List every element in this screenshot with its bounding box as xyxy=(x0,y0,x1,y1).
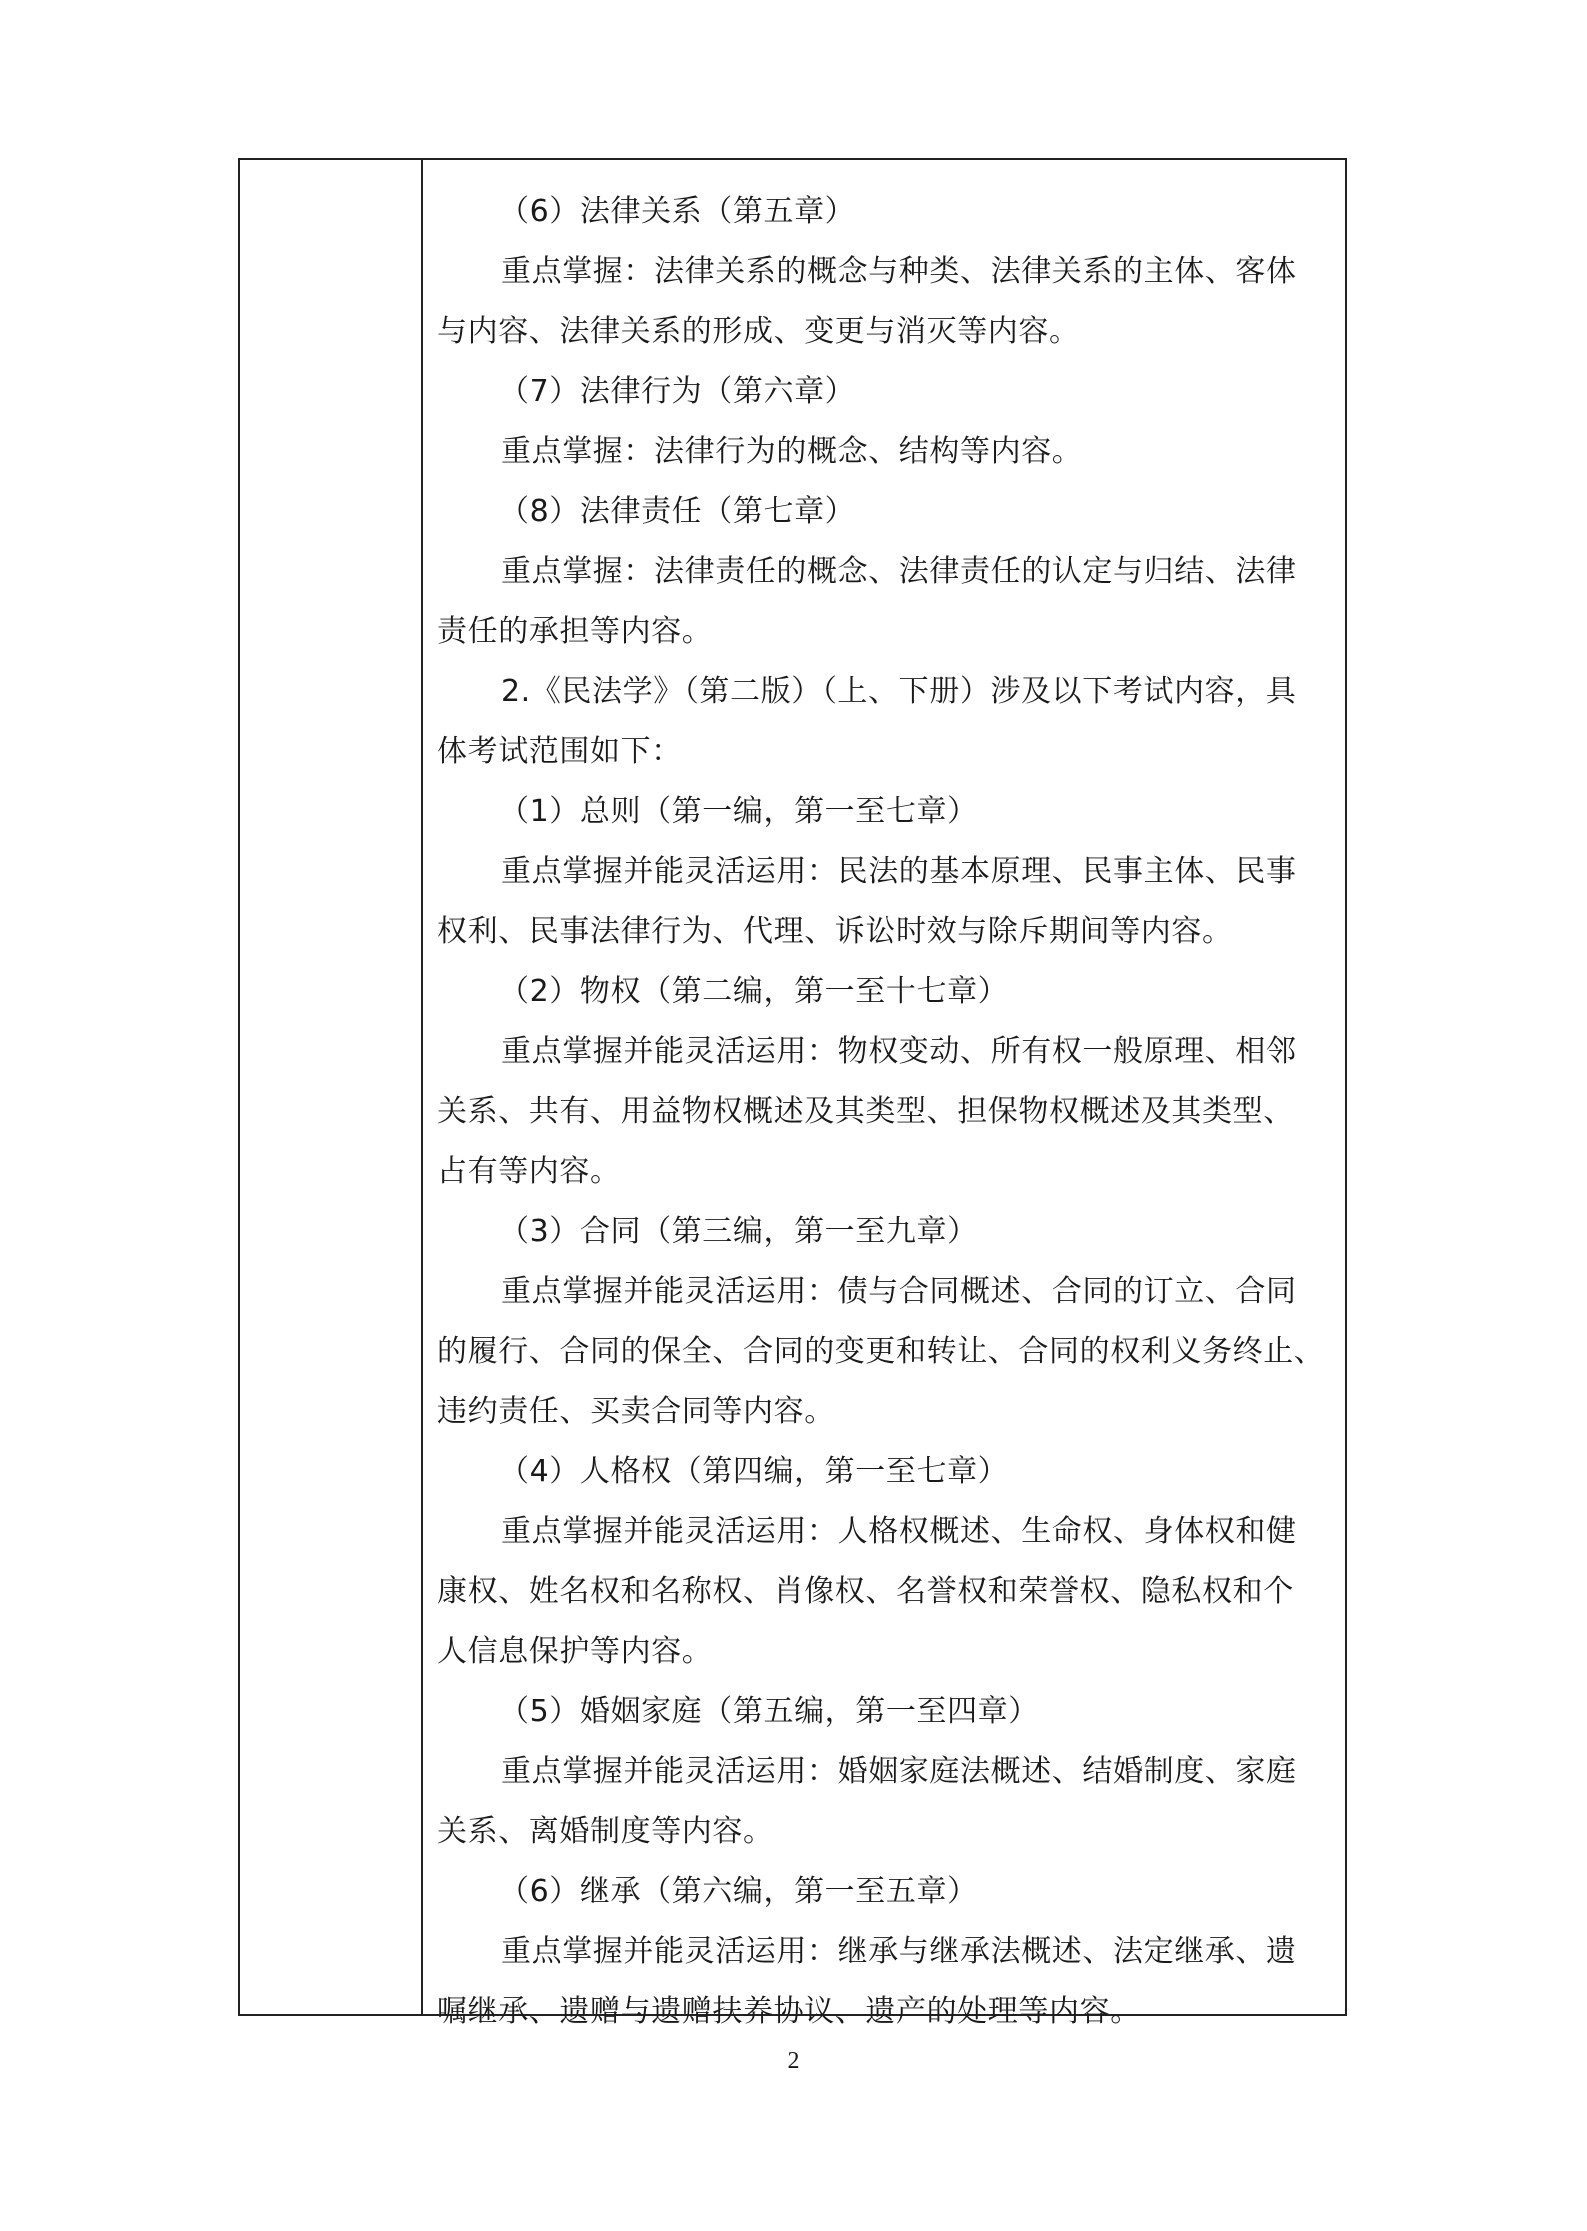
paragraph-line: 重点掌握并能灵活运用：债与合同概述、合同的订立、合同 xyxy=(501,1274,1297,1309)
table-left-column xyxy=(240,160,423,2014)
paragraph-line: 人信息保护等内容。 xyxy=(437,1634,713,1669)
section-heading-property-rights: （2）物权（第二编，第一至十七章） xyxy=(499,974,1009,1009)
section-heading-personality-rights: （4）人格权（第四编，第一至七章） xyxy=(499,1454,1009,1489)
paragraph-line: 重点掌握并能灵活运用：人格权概述、生命权、身体权和健 xyxy=(501,1514,1297,1549)
paragraph-line: 占有等内容。 xyxy=(437,1154,621,1189)
book-title-civil-law: 2.《民法学》（第二版）（上、下册）涉及以下考试内容，具 xyxy=(501,674,1297,709)
section-heading-general-provisions: （1）总则（第一编，第一至七章） xyxy=(499,794,978,829)
paragraph-line: 的履行、合同的保全、合同的变更和转让、合同的权利义务终止、 xyxy=(437,1334,1325,1369)
paragraph-line: 关系、共有、用益物权概述及其类型、担保物权概述及其类型、 xyxy=(437,1094,1294,1129)
paragraph-line: 重点掌握：法律责任的概念、法律责任的认定与归结、法律 xyxy=(501,554,1297,589)
table-content-column xyxy=(423,160,1345,2029)
page-number: 2 xyxy=(787,2048,800,2074)
content-table xyxy=(238,158,1347,2029)
paragraph-line: 重点掌握并能灵活运用：继承与继承法概述、法定继承、遗 xyxy=(501,1934,1297,1969)
paragraph-line: 重点掌握：法律关系的概念与种类、法律关系的主体、客体 xyxy=(501,254,1297,289)
section-heading-legal-act: （7）法律行为（第六章） xyxy=(499,374,856,409)
paragraph-line: 重点掌握并能灵活运用：民法的基本原理、民事主体、民事 xyxy=(501,854,1297,889)
paragraph-line: 重点掌握并能灵活运用：物权变动、所有权一般原理、相邻 xyxy=(501,1034,1297,1069)
paragraph-line: 重点掌握并能灵活运用：婚姻家庭法概述、结婚制度、家庭 xyxy=(501,1754,1297,1789)
paragraph-line: 重点掌握：法律行为的概念、结构等内容。 xyxy=(501,434,1083,469)
section-heading-legal-liability: （8）法律责任（第七章） xyxy=(499,494,856,529)
paragraph-line: 与内容、法律关系的形成、变更与消灭等内容。 xyxy=(437,314,1080,349)
paragraph-line: 康权、姓名权和名称权、肖像权、名誉权和荣誉权、隐私权和个 xyxy=(437,1574,1294,1609)
section-heading-legal-relation: （6）法律关系（第五章） xyxy=(499,194,856,229)
paragraph-line: 权利、民事法律行为、代理、诉讼时效与除斥期间等内容。 xyxy=(437,914,1233,949)
section-heading-contracts: （3）合同（第三编，第一至九章） xyxy=(499,1214,978,1249)
paragraph-line: 违约责任、买卖合同等内容。 xyxy=(437,1394,835,1429)
paragraph-line: 嘱继承、遗赠与遗赠扶养协议、遗产的处理等内容。 xyxy=(437,1994,1141,2029)
paragraph-line: 关系、离婚制度等内容。 xyxy=(437,1814,774,1849)
paragraph-line: 责任的承担等内容。 xyxy=(437,614,713,649)
section-heading-succession: （6）继承（第六编，第一至五章） xyxy=(499,1874,978,1909)
section-heading-marriage-family: （5）婚姻家庭（第五编，第一至四章） xyxy=(499,1694,1039,1729)
paragraph-line: 体考试范围如下： xyxy=(437,734,682,769)
